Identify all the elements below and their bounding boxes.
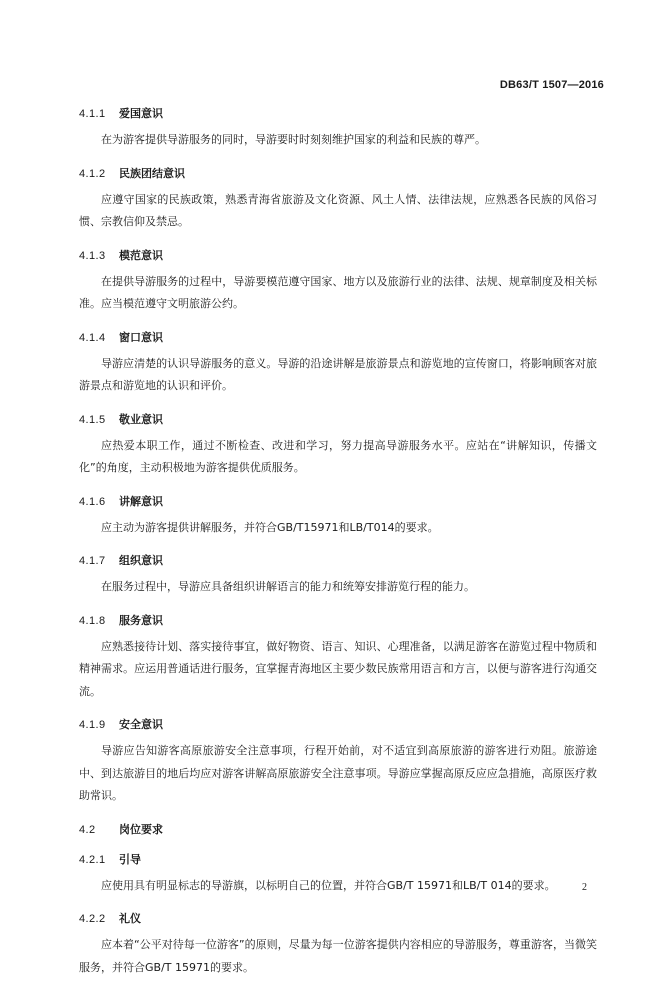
section-title: 组织意识	[119, 554, 163, 567]
section-number: 4.2.1	[79, 853, 106, 866]
section-number: 4.1.7	[79, 555, 106, 567]
section-title: 模范意识	[119, 248, 163, 262]
section-paragraph: 应熟悉接待计划、落实接待事宜，做好物资、语言、知识、心理准备，以满足游客在游览过程中物质和精神需求。应运用普通话进行服务，宜掌握青海地区主要少数民族常用语言和方言，以便与游客进行沟通交流。	[79, 639, 597, 698]
section-heading	[79, 405, 597, 435]
section-paragraph: 应热爱本职工作，通过不断检查、改进和学习，努力提高导游服务水平。应站在“讲解知识，传播文化”的角度，主动积极地为游客提供优质服务。	[79, 438, 597, 474]
section-heading	[79, 845, 597, 875]
section-heading	[79, 241, 597, 271]
section-number: 4.1.8	[79, 614, 106, 627]
document-body	[79, 99, 597, 986]
section-paragraph: 应主动为游客提供讲解服务，并符合GB/T15971和LB/T014的要求。	[101, 520, 439, 534]
section-number: 4.1.3	[79, 249, 106, 262]
section-heading	[79, 815, 597, 845]
section-paragraph: 在服务过程中，导游应具备组织讲解语言的能力和统筹安排游览行程的能力。	[101, 580, 475, 593]
page-number: 2	[582, 882, 587, 893]
section-title: 礼仪	[119, 912, 141, 925]
section-title: 岗位要求	[119, 822, 163, 836]
section-number: 4.1.9	[79, 719, 106, 731]
section-paragraph: 导游应清楚的认识导游服务的意义。导游的沿途讲解是旅游景点和游览地的宣传窗口，将影响顾客对旅游景点和游览地的认识和评价。	[79, 356, 597, 392]
section-title: 讲解意识	[119, 494, 163, 508]
section-heading	[79, 710, 597, 740]
section-heading	[79, 487, 597, 517]
section-heading	[79, 99, 597, 129]
section-title: 民族团结意识	[119, 166, 185, 180]
section-paragraph: 应遵守国家的民族政策，熟悉青海省旅游及文化资源、风土人情、法律法规，应熟悉各民族的风俗习惯、宗教信仰及禁忌。	[79, 192, 597, 228]
section-title: 敬业意识	[119, 412, 163, 426]
document-code: DB63/T 1507—2016	[499, 79, 604, 91]
section-heading	[79, 159, 597, 189]
section-number: 4.1.4	[79, 331, 106, 344]
section-paragraph: 应本着“公平对待每一位游客”的原则，尽量为每一位游客提供内容相应的导游服务，尊重游客，当微笑服务，并符合GB/T 15971的要求。	[79, 938, 597, 974]
section-heading	[79, 323, 597, 353]
section-number: 4.1.1	[79, 108, 106, 120]
section-heading	[79, 606, 597, 636]
section-paragraph: 应使用具有明显标志的导游旗，以标明自己的位置，并符合GB/T 15971和LB/T 014的要求。	[101, 878, 556, 892]
section-title: 引导	[119, 852, 141, 866]
section-number: 4.1.2	[79, 167, 106, 180]
section-paragraph: 在为游客提供导游服务的同时，导游要时时刻刻维护国家的利益和民族的尊严。	[101, 133, 486, 146]
section-paragraph: 导游应告知游客高原旅游安全注意事项，行程开始前，对不适宜到高原旅游的游客进行劝阻。旅游途中、到达旅游目的地后均应对游客讲解高原旅游安全注意事项。导游应掌握高原反应应急措施，高原医疗救助常识。	[79, 744, 597, 802]
section-number: 4.1.5	[79, 413, 106, 426]
section-title: 服务意识	[119, 613, 163, 627]
section-title: 窗口意识	[119, 330, 163, 344]
section-paragraph: 在提供导游服务的过程中，导游要模范遵守国家、地方以及旅游行业的法律、法规、规章制度及相关标准。应当模范遵守文明旅游公约。	[79, 274, 597, 310]
section-title: 安全意识	[119, 718, 163, 731]
section-heading	[79, 546, 597, 576]
section-number: 4.2	[79, 823, 96, 836]
section-number: 4.2.2	[79, 913, 106, 925]
section-title: 爱国意识	[119, 107, 163, 120]
section-number: 4.1.6	[79, 495, 106, 508]
section-heading	[79, 904, 597, 934]
